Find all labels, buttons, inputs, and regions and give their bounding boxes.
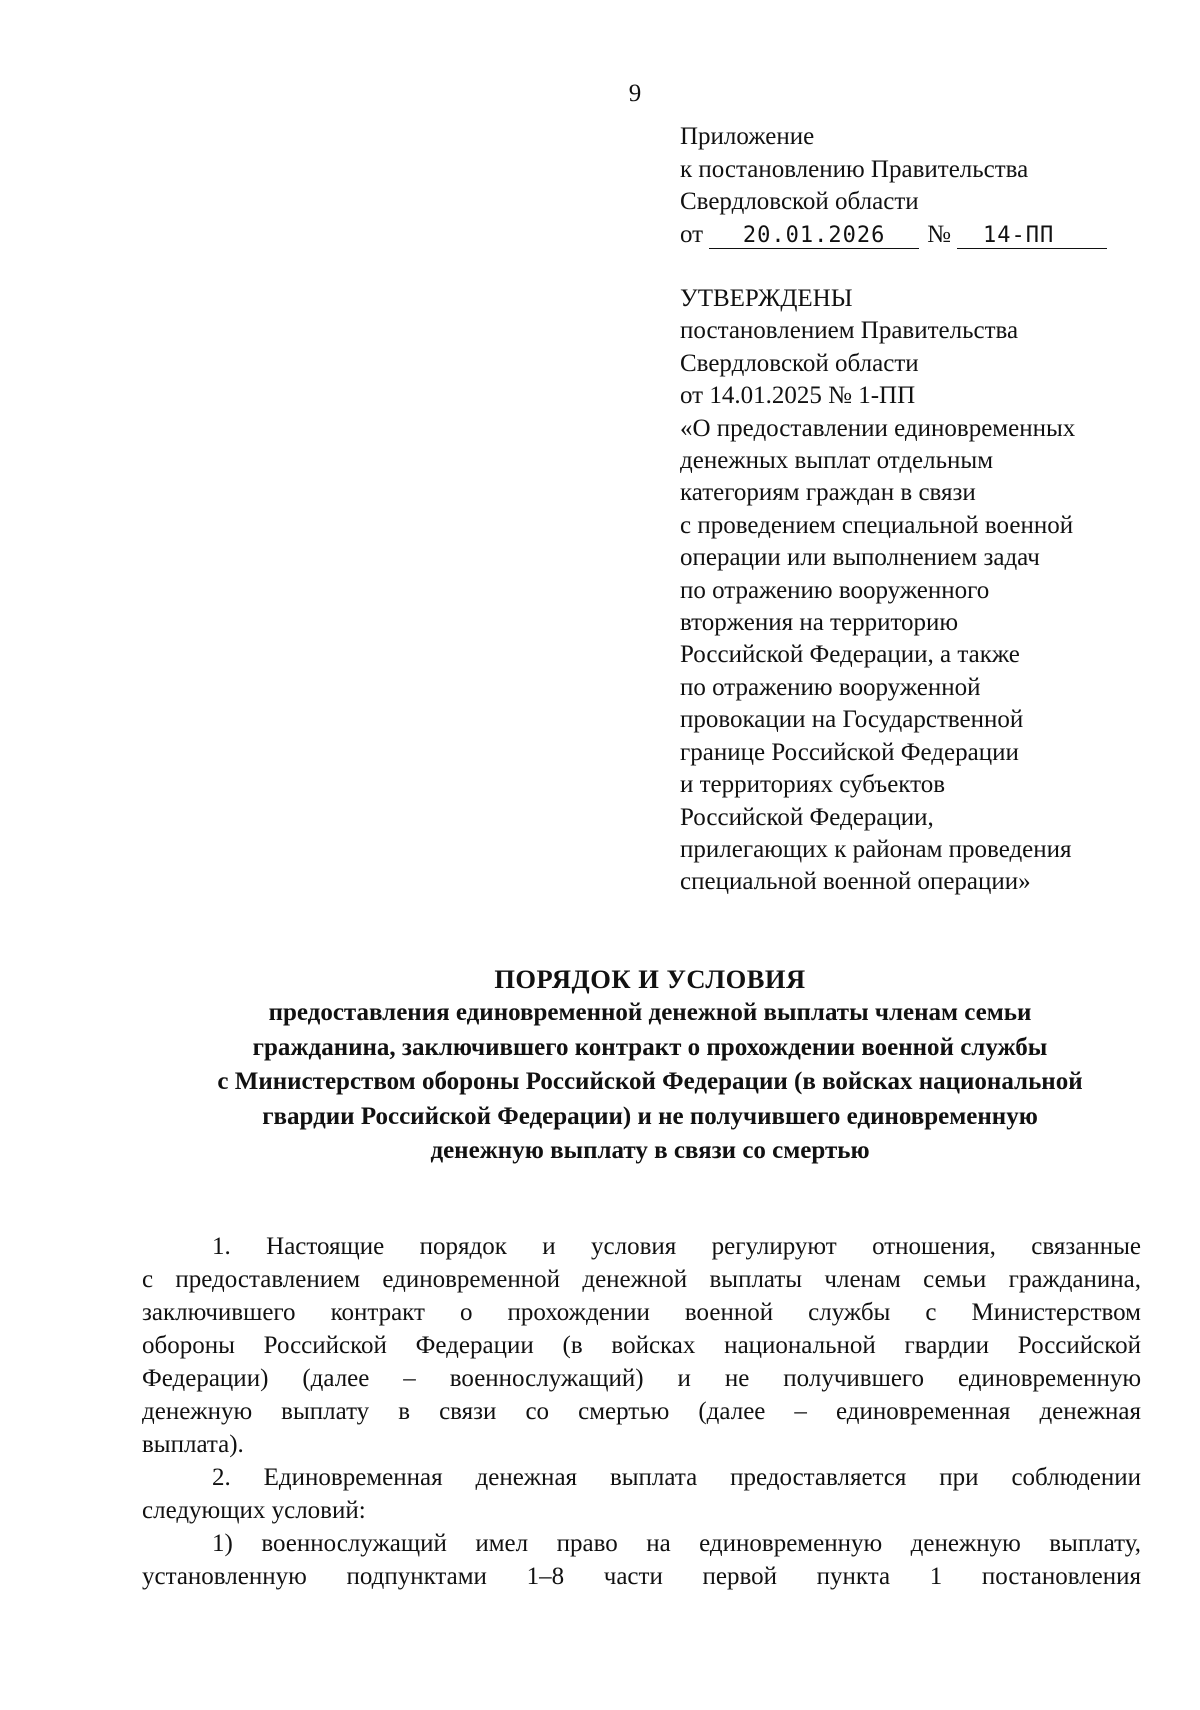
- body-line: обороны Российской Федерации (в войсках национальной гвардии Российской: [142, 1332, 1141, 1359]
- appendix-block: [680, 121, 1107, 251]
- document-title: ПОРЯДОК И УСЛОВИЯ: [494, 964, 806, 994]
- body-line: заключившего контракт о прохождении военной службы с Министерством: [142, 1299, 1141, 1326]
- paragraph-2: [142, 1461, 1141, 1527]
- approved-line: вторжения на территорию: [680, 609, 959, 637]
- number-prefix: №: [927, 220, 951, 248]
- subtitle-line: денежную выплату в связи со смертью: [430, 1137, 870, 1164]
- approved-line: по отражению вооруженного: [680, 576, 990, 604]
- subtitle-line: гражданина, заключившего контракт о прохождении военной службы: [252, 1033, 1048, 1061]
- approved-line: границе Российской Федерации: [680, 738, 1019, 766]
- body-line: Федерации) (далее – военнослужащий) и не получившего единовременную: [142, 1365, 1141, 1392]
- body-line: 1) военнослужащий имел право на единовременную денежную выплату,: [212, 1530, 1141, 1557]
- approved-line: с проведением специальной военной: [680, 511, 1074, 539]
- approved-line: провокации на Государственной: [680, 706, 1024, 734]
- paragraph-2-item-1: [142, 1527, 1141, 1593]
- approved-line: от 14.01.2025 № 1-ПП: [680, 382, 916, 410]
- subtitle-line: с Министерством обороны Российской Федерации (в войсках национальной: [217, 1068, 1083, 1095]
- document-title-block: [100, 962, 1200, 1169]
- body-line: установленную подпунктами 1–8 части первой пункта 1 постановления: [142, 1563, 1141, 1590]
- date-prefix: от: [680, 220, 704, 248]
- page-number: 9: [628, 80, 642, 107]
- appendix-date-number-line: [680, 219, 1107, 252]
- appendix-line: к постановлению Правительства: [680, 155, 1029, 183]
- document-body: [142, 1230, 1141, 1593]
- appendix-line: Свердловской области: [680, 188, 919, 215]
- approved-line: операции или выполнением задач: [680, 544, 1040, 572]
- approved-line: денежных выплат отдельным: [680, 447, 994, 475]
- approved-line: и территориях субъектов: [680, 771, 946, 799]
- body-line: выплата).: [142, 1431, 244, 1458]
- approved-line: категориям граждан в связи: [680, 479, 976, 507]
- approved-line: «О предоставлении единовременных: [680, 414, 1076, 442]
- approved-line: по отражению вооруженной: [680, 673, 981, 701]
- body-line: следующих условий:: [142, 1497, 366, 1524]
- body-line: 2. Единовременная денежная выплата предоставляется при соблюдении: [212, 1464, 1141, 1491]
- approved-line: Российской Федерации, а также: [680, 641, 1020, 669]
- approved-line: УТВЕРЖДЕНЫ: [680, 285, 853, 312]
- approved-line: прилегающих к районам проведения: [680, 835, 1072, 863]
- body-line: денежную выплату в связи со смертью (далее – единовременная денежная: [142, 1398, 1141, 1425]
- approved-line: Свердловской области: [680, 349, 919, 377]
- approved-line: Российской Федерации,: [680, 803, 934, 831]
- approved-line: постановлением Правительства: [680, 317, 1019, 345]
- document-subtitle: [100, 996, 1200, 1169]
- body-line: 1. Настоящие порядок и условия регулируют отношения, связанные: [212, 1233, 1141, 1260]
- body-line: с предоставлением единовременной денежной выплаты членам семьи гражданина,: [142, 1266, 1141, 1293]
- paragraph-1: [142, 1230, 1141, 1461]
- subtitle-line: гвардии Российской Федерации) и не получившего единовременную: [262, 1102, 1038, 1130]
- resolution-number: 14-ПП: [957, 224, 1107, 249]
- resolution-date: 20.01.2026: [709, 224, 919, 249]
- subtitle-line: предоставления единовременной денежной выплаты членам семьи: [268, 999, 1032, 1026]
- approved-block: [680, 283, 1075, 899]
- approved-line: специальной военной операции»: [680, 868, 1031, 896]
- appendix-line: Приложение: [680, 123, 815, 150]
